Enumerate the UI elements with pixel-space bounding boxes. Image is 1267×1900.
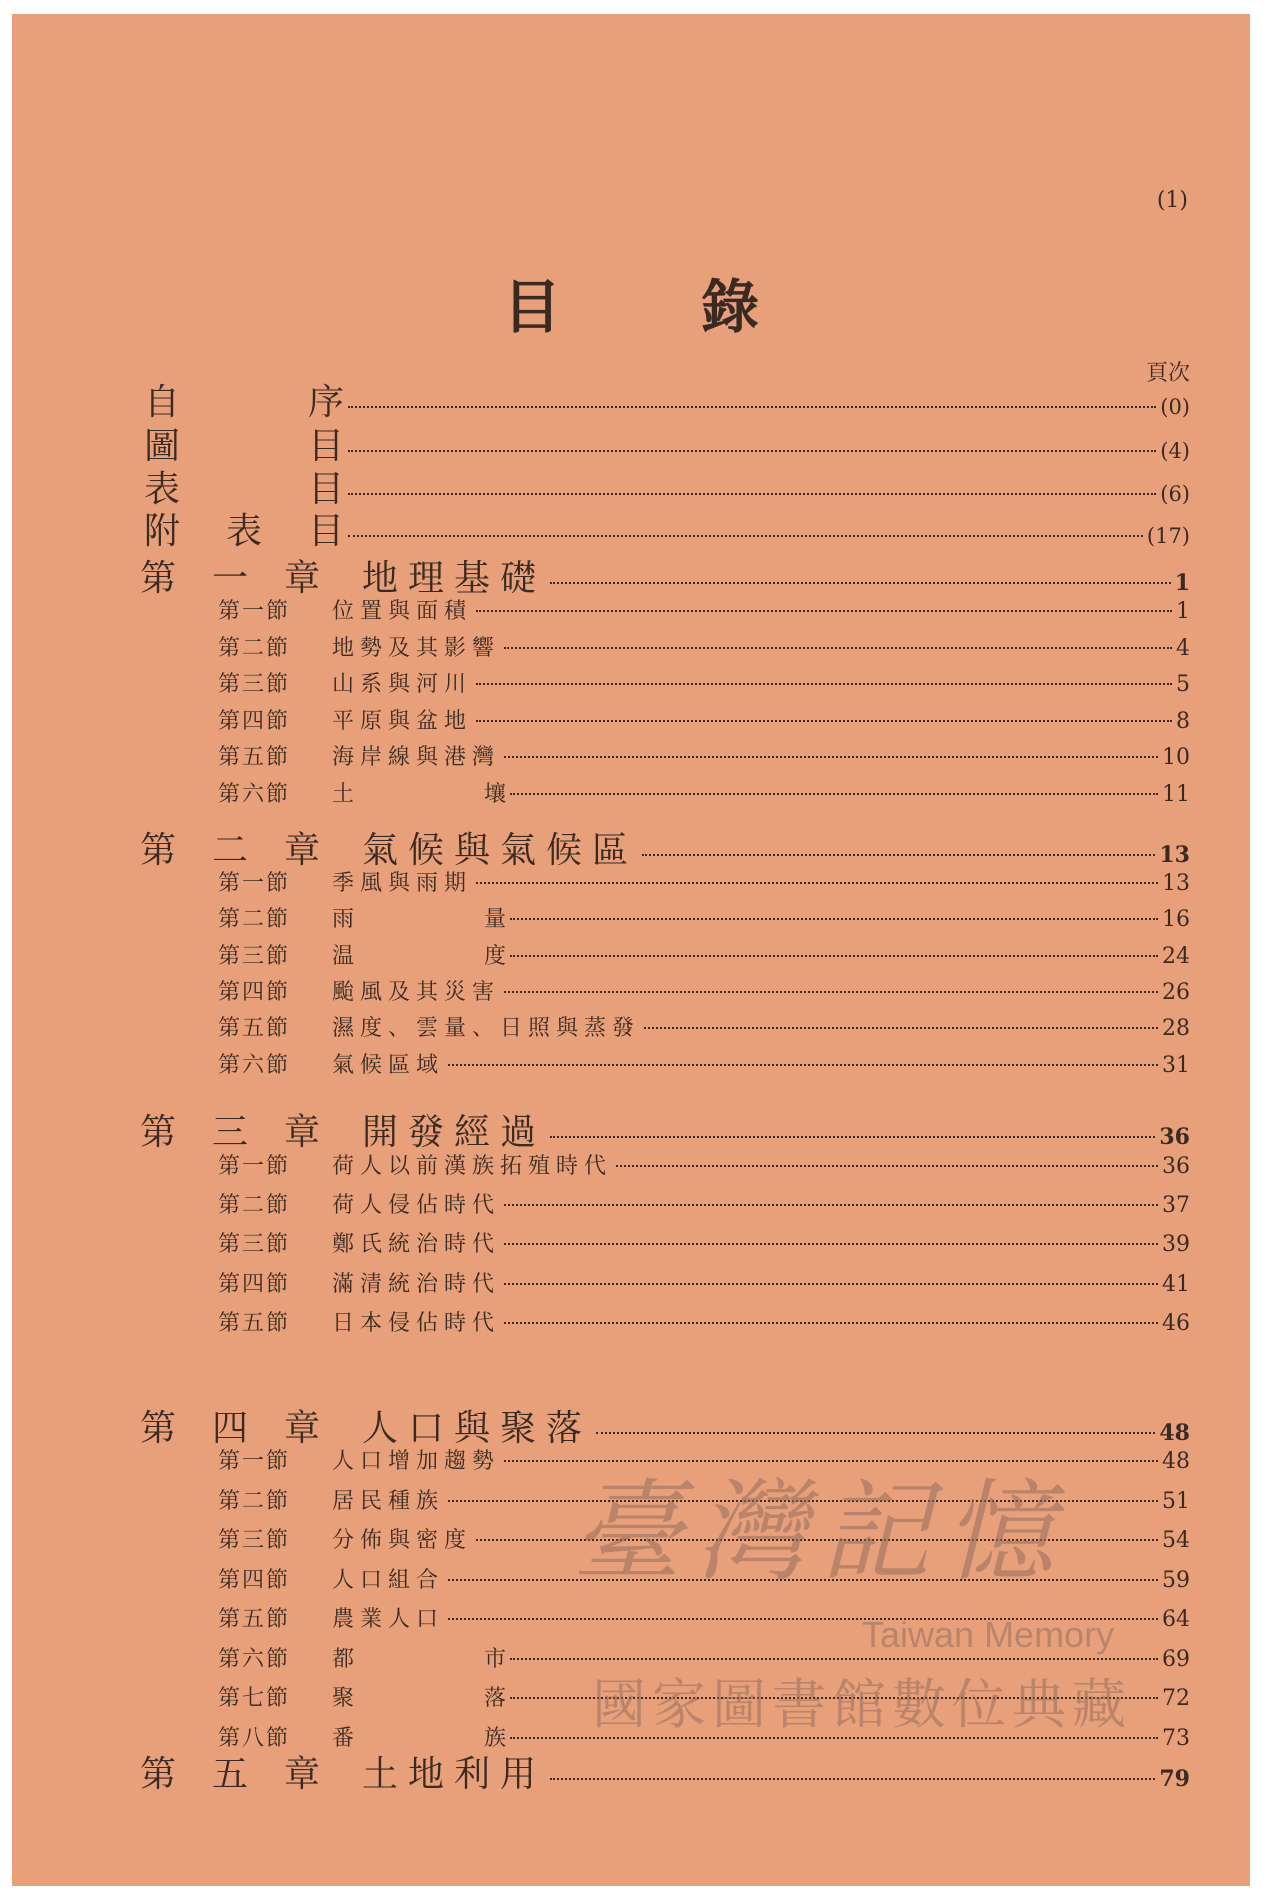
- chapter-page: 13: [1159, 842, 1190, 868]
- section-title: [332, 777, 506, 808]
- section-row: [12, 1048, 1250, 1079]
- section-page: 64: [1162, 1607, 1190, 1632]
- watermark-english: Taiwan Memory: [862, 1614, 1115, 1655]
- section-title: 氣候區域: [332, 1053, 445, 1078]
- section-title-char: 番: [332, 1726, 355, 1751]
- dot-leader: [348, 493, 1156, 495]
- section-title: 荷人以前漢族拓殖時代: [332, 1154, 613, 1179]
- dot-leader: [504, 1204, 1158, 1206]
- section-number: 第五節: [218, 1311, 291, 1336]
- watermark-library: 國家圖書館數位典藏: [592, 1673, 1132, 1736]
- section-title: 地勢及其影響: [332, 636, 501, 661]
- section-page: 26: [1162, 980, 1190, 1005]
- section-number: 第一節: [218, 1449, 291, 1474]
- front-matter-char: 表: [144, 469, 181, 510]
- front-matter-page: (4): [1160, 439, 1190, 463]
- section-number: 第六節: [218, 1647, 291, 1672]
- section-page: 72: [1162, 1686, 1190, 1711]
- section-row: [12, 866, 1250, 897]
- section-number: 第一節: [218, 1154, 291, 1179]
- chapter-number: [12, 1746, 320, 1797]
- front-matter-char: 序: [307, 382, 344, 423]
- front-matter-char: 目: [307, 511, 344, 552]
- page-number: (1): [1156, 188, 1188, 213]
- section-title: 季風與雨期: [332, 871, 473, 896]
- section-row: [12, 1227, 1250, 1258]
- dot-leader: [616, 1165, 1158, 1167]
- section-title: 山系與河川: [332, 672, 473, 697]
- section-page: 46: [1162, 1311, 1190, 1336]
- dot-leader: [510, 1697, 1158, 1699]
- section-page: 8: [1176, 709, 1190, 734]
- section-page: 31: [1162, 1053, 1190, 1078]
- section-number: 第二節: [218, 636, 291, 661]
- section-title: 荷人侵佔時代: [332, 1193, 501, 1218]
- chapter-number-char: 二: [211, 830, 248, 871]
- section-number: 第一節: [218, 871, 291, 896]
- chapter-number-char: 第: [140, 830, 177, 871]
- section-number: 第八節: [218, 1726, 291, 1751]
- dot-leader: [642, 854, 1155, 856]
- front-matter-char: 附: [144, 511, 181, 552]
- dot-leader: [448, 1500, 1158, 1502]
- section-title: 日本侵佔時代: [332, 1311, 501, 1336]
- section-row: [12, 777, 1250, 808]
- section-title-char: 土: [332, 782, 355, 807]
- dot-leader: [596, 1432, 1155, 1434]
- section-page: 36: [1162, 1154, 1190, 1179]
- section-title: [332, 902, 506, 933]
- dot-leader: [476, 882, 1158, 884]
- chapter-number-char: 一: [211, 558, 248, 599]
- section-row: [12, 1681, 1250, 1712]
- chapter-title: 土地利用: [362, 1754, 547, 1795]
- section-row: [12, 1267, 1250, 1298]
- dot-leader: [504, 1283, 1158, 1285]
- chapter-number-char: 四: [211, 1408, 248, 1449]
- section-row: [12, 975, 1250, 1006]
- front-matter-char: 表: [225, 511, 262, 552]
- dot-leader: [448, 1618, 1158, 1620]
- chapter-number-char: 第: [140, 1408, 177, 1449]
- front-matter-label: [12, 503, 344, 554]
- section-number: 第四節: [218, 1272, 291, 1297]
- front-matter-row: [12, 503, 1250, 554]
- section-number: 第七節: [218, 1686, 291, 1711]
- dot-leader: [448, 1064, 1158, 1066]
- section-row: [12, 1484, 1250, 1515]
- section-title: 平原與盆地: [332, 709, 473, 734]
- toc-page: [12, 14, 1250, 1886]
- chapter-number-char: 三: [211, 1112, 248, 1153]
- section-row: [12, 1306, 1250, 1337]
- section-page: 39: [1162, 1232, 1190, 1257]
- dot-leader: [550, 1136, 1155, 1138]
- section-page: 10: [1162, 745, 1190, 770]
- section-row: [12, 1149, 1250, 1180]
- section-title: 滿清統治時代: [332, 1272, 501, 1297]
- section-page: 5: [1176, 672, 1190, 697]
- section-title: 濕度、雲量、日照與蒸發: [332, 1016, 641, 1041]
- dot-leader: [510, 918, 1158, 920]
- chapter-row: [12, 1104, 1250, 1155]
- section-row: [12, 704, 1250, 735]
- dot-leader: [448, 1579, 1158, 1581]
- dot-leader: [510, 793, 1158, 795]
- section-title: 人口組合: [332, 1568, 445, 1593]
- front-matter-page: (6): [1160, 482, 1190, 506]
- dot-leader: [550, 1778, 1155, 1780]
- section-title: [332, 1642, 506, 1673]
- section-page: 4: [1176, 636, 1190, 661]
- section-title-char: 市: [483, 1647, 506, 1672]
- section-number: 第二節: [218, 1193, 291, 1218]
- chapter-title: 開發經過: [362, 1112, 547, 1153]
- section-row: [12, 1011, 1250, 1042]
- section-number: 第二節: [218, 907, 291, 932]
- front-matter-char: 目: [307, 469, 344, 510]
- section-number: 第五節: [218, 745, 291, 770]
- section-title-char: 落: [483, 1686, 506, 1711]
- section-title: 居民種族: [332, 1489, 445, 1514]
- section-row: [12, 594, 1250, 625]
- dot-leader: [348, 406, 1156, 408]
- section-title: [332, 1681, 506, 1712]
- section-row: [12, 1602, 1250, 1633]
- front-matter-char: 自: [144, 382, 181, 423]
- section-number: 第五節: [218, 1607, 291, 1632]
- section-title: 人口增加趨勢: [332, 1449, 501, 1474]
- section-title: 颱風及其災害: [332, 980, 501, 1005]
- section-number: 第三節: [218, 672, 291, 697]
- section-number: 第三節: [218, 944, 291, 969]
- front-matter-char: 目: [307, 426, 344, 467]
- section-page: 48: [1162, 1449, 1190, 1474]
- section-title-char: 雨: [332, 907, 355, 932]
- chapter-page: 48: [1159, 1420, 1190, 1446]
- section-title: 位置與面積: [332, 599, 473, 624]
- front-matter-page: (17): [1146, 524, 1190, 548]
- section-row: [12, 1563, 1250, 1594]
- section-title-char: 度: [483, 944, 506, 969]
- chapter-number-char: 第: [140, 1112, 177, 1153]
- chapter-number-char: 五: [211, 1754, 248, 1795]
- section-number: 第四節: [218, 709, 291, 734]
- chapter-number-char: 章: [283, 1112, 320, 1153]
- dot-leader: [510, 955, 1158, 957]
- chapter-title: 氣候與氣候區: [362, 830, 639, 871]
- page-column-header: 頁次: [1145, 361, 1190, 386]
- dot-leader: [510, 1737, 1158, 1739]
- section-page: 73: [1162, 1726, 1190, 1751]
- section-page: 28: [1162, 1016, 1190, 1041]
- dot-leader: [476, 1539, 1158, 1541]
- dot-leader: [644, 1027, 1158, 1029]
- front-matter-page: (0): [1160, 395, 1190, 419]
- section-title: 鄭氏統治時代: [332, 1232, 501, 1257]
- dot-leader: [510, 1658, 1158, 1660]
- page-title: 目錄: [502, 273, 899, 341]
- dot-leader: [504, 756, 1158, 758]
- dot-leader: [476, 683, 1172, 685]
- dot-leader: [504, 1460, 1158, 1462]
- section-number: 第五節: [218, 1016, 291, 1041]
- section-row: [12, 631, 1250, 662]
- dot-leader: [348, 535, 1143, 537]
- section-number: 第三節: [218, 1528, 291, 1553]
- chapter-number-char: 第: [140, 558, 177, 599]
- dot-leader: [504, 1243, 1158, 1245]
- section-row: [12, 939, 1250, 970]
- chapter-number-char: 章: [283, 558, 320, 599]
- chapter-number: [12, 1104, 320, 1155]
- watermark-chinese: 臺灣記憶: [572, 1468, 1068, 1596]
- section-row: [12, 902, 1250, 933]
- section-number: 第一節: [218, 599, 291, 624]
- section-page: 1: [1176, 599, 1190, 624]
- dot-leader: [550, 582, 1171, 584]
- section-number: 第二節: [218, 1489, 291, 1514]
- section-page: 51: [1162, 1489, 1190, 1514]
- chapter-title: 地理基礎: [362, 558, 547, 599]
- section-title-char: 温: [332, 944, 355, 969]
- section-page: 13: [1162, 871, 1190, 896]
- section-title-char: 量: [483, 907, 506, 932]
- chapter-number-char: 第: [140, 1754, 177, 1795]
- chapter-page: 79: [1159, 1766, 1190, 1792]
- section-page: 11: [1162, 782, 1190, 807]
- section-title-char: 都: [332, 1647, 355, 1672]
- section-page: 59: [1162, 1568, 1190, 1593]
- section-title-char: 族: [483, 1726, 506, 1751]
- dot-leader: [504, 991, 1158, 993]
- chapter-number-char: 章: [283, 1754, 320, 1795]
- section-number: 第三節: [218, 1232, 291, 1257]
- dot-leader: [476, 610, 1172, 612]
- section-page: 69: [1162, 1647, 1190, 1672]
- section-number: 第四節: [218, 980, 291, 1005]
- chapter-number-char: 章: [283, 1408, 320, 1449]
- dot-leader: [504, 647, 1172, 649]
- chapter-title: 人口與聚落: [362, 1408, 593, 1449]
- chapter-page: 36: [1159, 1124, 1190, 1150]
- section-number: 第四節: [218, 1568, 291, 1593]
- section-title-char: 壤: [483, 782, 506, 807]
- section-number: 第六節: [218, 1053, 291, 1078]
- section-page: 37: [1162, 1193, 1190, 1218]
- section-row: [12, 1188, 1250, 1219]
- section-page: 54: [1162, 1528, 1190, 1553]
- toc-list: [12, 14, 1250, 1886]
- section-number: 第六節: [218, 782, 291, 807]
- dot-leader: [504, 1322, 1158, 1324]
- chapter-row: [12, 1746, 1250, 1797]
- section-title-char: 聚: [332, 1686, 355, 1711]
- dot-leader: [476, 720, 1172, 722]
- chapter-page: 1: [1174, 570, 1190, 596]
- section-page: 41: [1162, 1272, 1190, 1297]
- section-page: 16: [1162, 907, 1190, 932]
- section-title: [332, 939, 506, 970]
- section-row: [12, 1523, 1250, 1554]
- section-page: 24: [1162, 944, 1190, 969]
- section-row: [12, 667, 1250, 698]
- front-matter-char: 圖: [144, 426, 181, 467]
- chapter-number-char: 章: [283, 830, 320, 871]
- section-row: [12, 1444, 1250, 1475]
- dot-leader: [348, 450, 1156, 452]
- section-row: [12, 740, 1250, 771]
- section-title: 農業人口: [332, 1607, 445, 1632]
- section-title: 分佈與密度: [332, 1528, 473, 1553]
- section-row: [12, 1642, 1250, 1673]
- section-title: 海岸線與港灣: [332, 745, 501, 770]
